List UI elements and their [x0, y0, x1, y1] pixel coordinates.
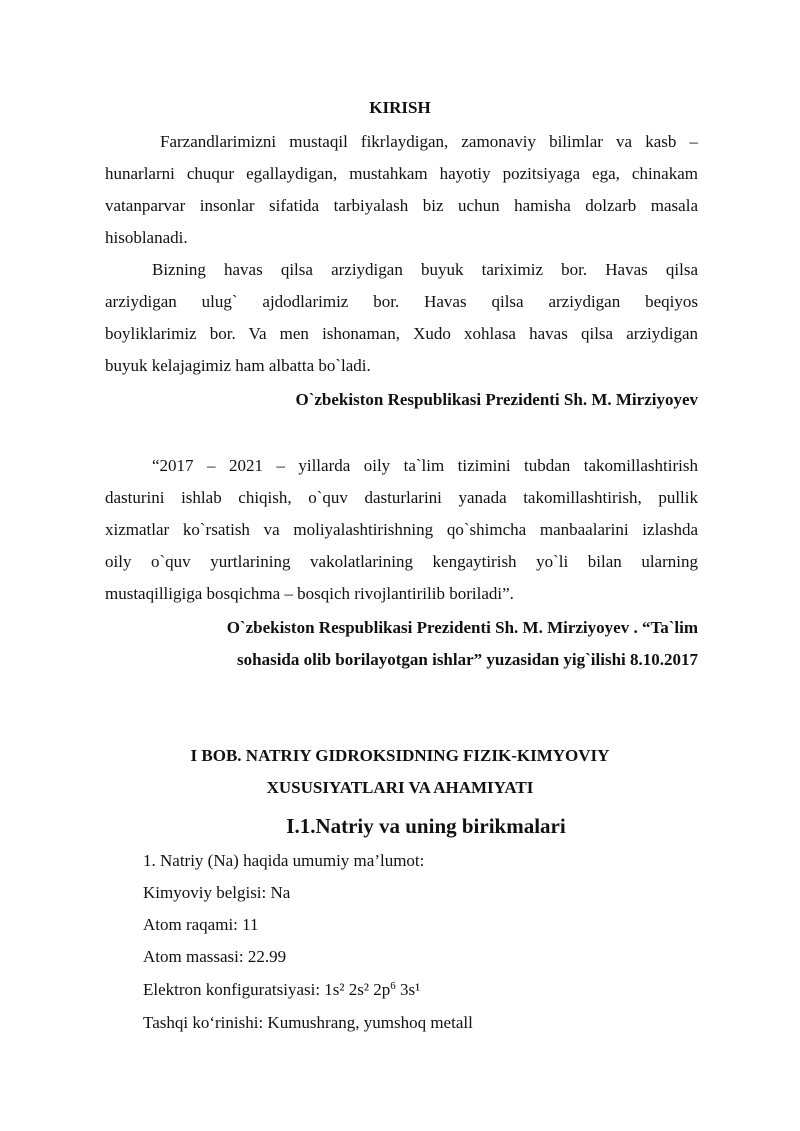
chapter-title-line-1: I BOB. NATRIY GIDROKSIDNING FIZIK-KIMYOVIY: [190, 746, 610, 765]
para2-line-4: buyuk kelajagimiz ham albatta bo`ladi.: [105, 356, 371, 375]
para1-line-4: hisoblanadi.: [105, 228, 188, 247]
info-atomic-mass: Atom massasi: 22.99: [143, 947, 287, 966]
config-superscript: 6: [390, 980, 396, 992]
quote-line-2: dasturini ishlab chiqish, o`quv dasturlarini yanada takomillashtirish, pullik: [105, 488, 698, 507]
para1-line-3: vatanparvar insonlar sifatida tarbiyalash biz uchun hamisha dolzarb masala: [105, 196, 698, 215]
info-atomic-number: Atom raqami: 11: [143, 915, 259, 934]
quote-line-3: xizmatlar ko`rsatish va moliyalashtirishning qo`shimcha manbaalarini izlashda: [105, 520, 698, 539]
para1-line-1: Farzandlarimizni mustaqil fikrlaydigan, zamonaviy bilimlar va kasb –: [160, 132, 698, 151]
info-appearance: Tashqi ko‘rinishi: Kumushrang, yumshoq metall: [143, 1013, 473, 1032]
info-electron-config: [143, 979, 420, 1001]
info-symbol: Kimyoviy belgisi: Na: [143, 883, 291, 902]
attribution-meeting-line-1: O`zbekiston Respublikasi Prezidenti Sh. M. Mirziyoyev . “Ta`lim: [226, 618, 698, 637]
attribution-meeting-line-2: sohasida olib borilayotgan ishlar” yuzasidan yig`ilishi 8.10.2017: [237, 650, 698, 669]
para1-line-2: hunarlarni chuqur egallaydigan, mustahkam hayotiy pozitsiyaga ega, chinakam: [105, 164, 698, 183]
heading-kirish: KIRISH: [369, 98, 431, 117]
info-intro: 1. Natriy (Na) haqida umumiy ma’lumot:: [143, 851, 425, 870]
para2-line-3: boyliklarimiz bor. Va men ishonaman, Xudo xohlasa havas qilsa arziydigan: [105, 324, 698, 343]
quote-line-4: oily o`quv yurtlarining vakolatlarining kengaytirish yo`li bilan ularning: [105, 552, 698, 571]
config-tail: 3s¹: [395, 980, 421, 999]
para2-line-1: Bizning havas qilsa arziydigan buyuk tariximiz bor. Havas qilsa: [152, 260, 698, 279]
chapter-title-line-2: XUSUSIYATLARI VA AHAMIYATI: [266, 778, 534, 797]
section-title: I.1.Natriy va uning birikmalari: [286, 814, 566, 838]
para2-line-2: arziydigan ulug` ajdodlarimiz bor. Havas qilsa arziydigan beqiyos: [105, 292, 698, 311]
config-label: Elektron konfiguratsiyasi: 1s² 2s² 2p: [143, 980, 391, 999]
attribution-president: O`zbekiston Respublikasi Prezidenti Sh. M. Mirziyoyev: [295, 390, 698, 409]
quote-line-1: “2017 – 2021 – yillarda oily ta`lim tizimini tubdan takomillashtirish: [152, 456, 698, 475]
quote-line-5: mustaqilligiga bosqichma – bosqich rivojlantirilib boriladi”.: [105, 584, 514, 603]
